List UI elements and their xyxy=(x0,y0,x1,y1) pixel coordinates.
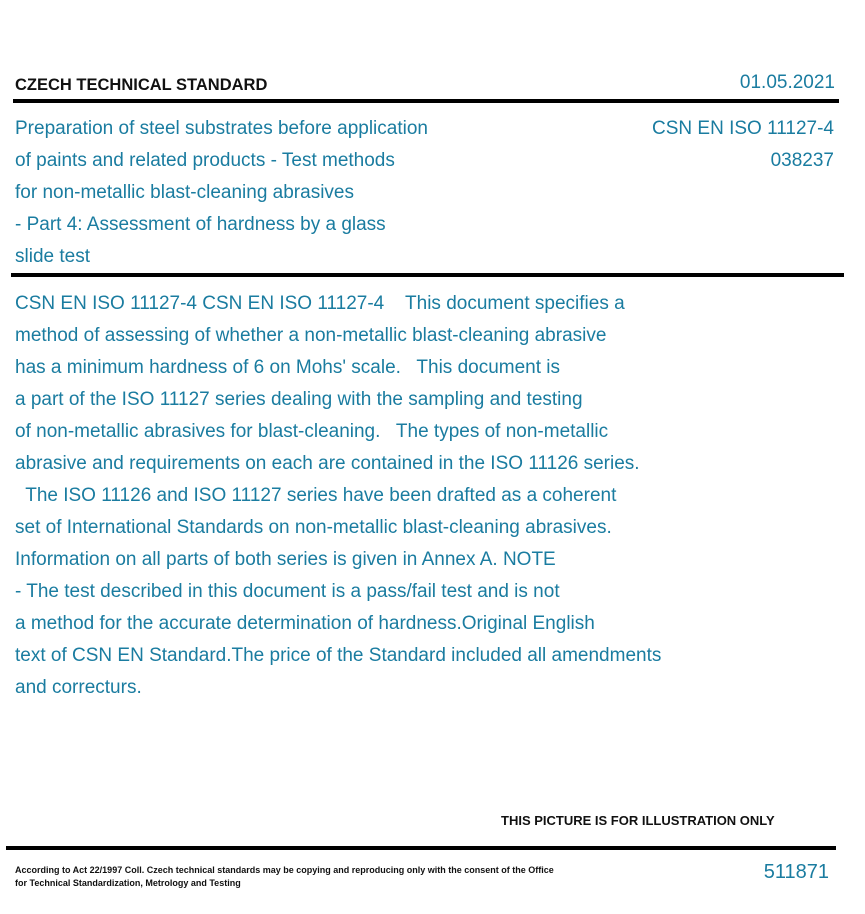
legal-notice-line: According to Act 22/1997 Coll. Czech technical standards may be copying and reproducing only with the consent of the Office xyxy=(15,865,554,875)
legal-notice xyxy=(15,864,554,890)
abstract-line: CSN EN ISO 11127-4 CSN EN ISO 11127-4 This document specifies a xyxy=(15,293,625,314)
abstract-line: method of assessing of whether a non-metallic blast-cleaning abrasive xyxy=(15,325,607,346)
abstract-line: and correcturs. xyxy=(15,677,142,698)
abstract-line: a method for the accurate determination of hardness.Original English xyxy=(15,613,595,634)
abstract-line: - The test described in this document is a pass/fail test and is not xyxy=(15,581,560,602)
abstract-line: has a minimum hardness of 6 on Mohs' scale. This document is xyxy=(15,357,561,378)
catalog-number: 511871 xyxy=(763,861,829,883)
title-line: for non-metallic blast-cleaning abrasives xyxy=(15,182,354,203)
standard-number: 038237 xyxy=(770,150,834,171)
standard-identifier xyxy=(652,113,834,177)
top-divider xyxy=(13,99,839,103)
document-abstract xyxy=(15,288,835,704)
legal-notice-line: for Technical Standardization, Metrology and Testing xyxy=(15,878,241,888)
publication-date: 01.05.2021 xyxy=(739,72,835,93)
abstract-line: text of CSN EN Standard.The price of the Standard included all amendments xyxy=(15,645,662,666)
standard-code: CSN EN ISO 11127-4 xyxy=(652,118,834,139)
abstract-line: abrasive and requirements on each are contained in the ISO 11126 series. xyxy=(15,453,640,474)
title-line: Preparation of steel substrates before application xyxy=(15,118,428,139)
abstract-line: a part of the ISO 11127 series dealing with the sampling and testing xyxy=(15,389,583,410)
abstract-line: of non-metallic abrasives for blast-cleaning. The types of non-metallic xyxy=(15,421,609,442)
abstract-line: Information on all parts of both series is given in Annex A. NOTE xyxy=(15,549,556,570)
illustration-note: THIS PICTURE IS FOR ILLUSTRATION ONLY xyxy=(501,813,775,828)
abstract-line: set of International Standards on non-metallic blast-cleaning abrasives. xyxy=(15,517,612,538)
title-divider xyxy=(11,273,844,277)
abstract-line: The ISO 11126 and ISO 11127 series have been drafted as a coherent xyxy=(15,485,617,506)
standard-title xyxy=(15,113,535,273)
document-heading: CZECH TECHNICAL STANDARD xyxy=(15,76,268,94)
title-line: of paints and related products - Test methods xyxy=(15,150,395,171)
title-line: slide test xyxy=(15,246,90,267)
bottom-divider xyxy=(6,846,836,850)
title-line: - Part 4: Assessment of hardness by a glass xyxy=(15,214,386,235)
